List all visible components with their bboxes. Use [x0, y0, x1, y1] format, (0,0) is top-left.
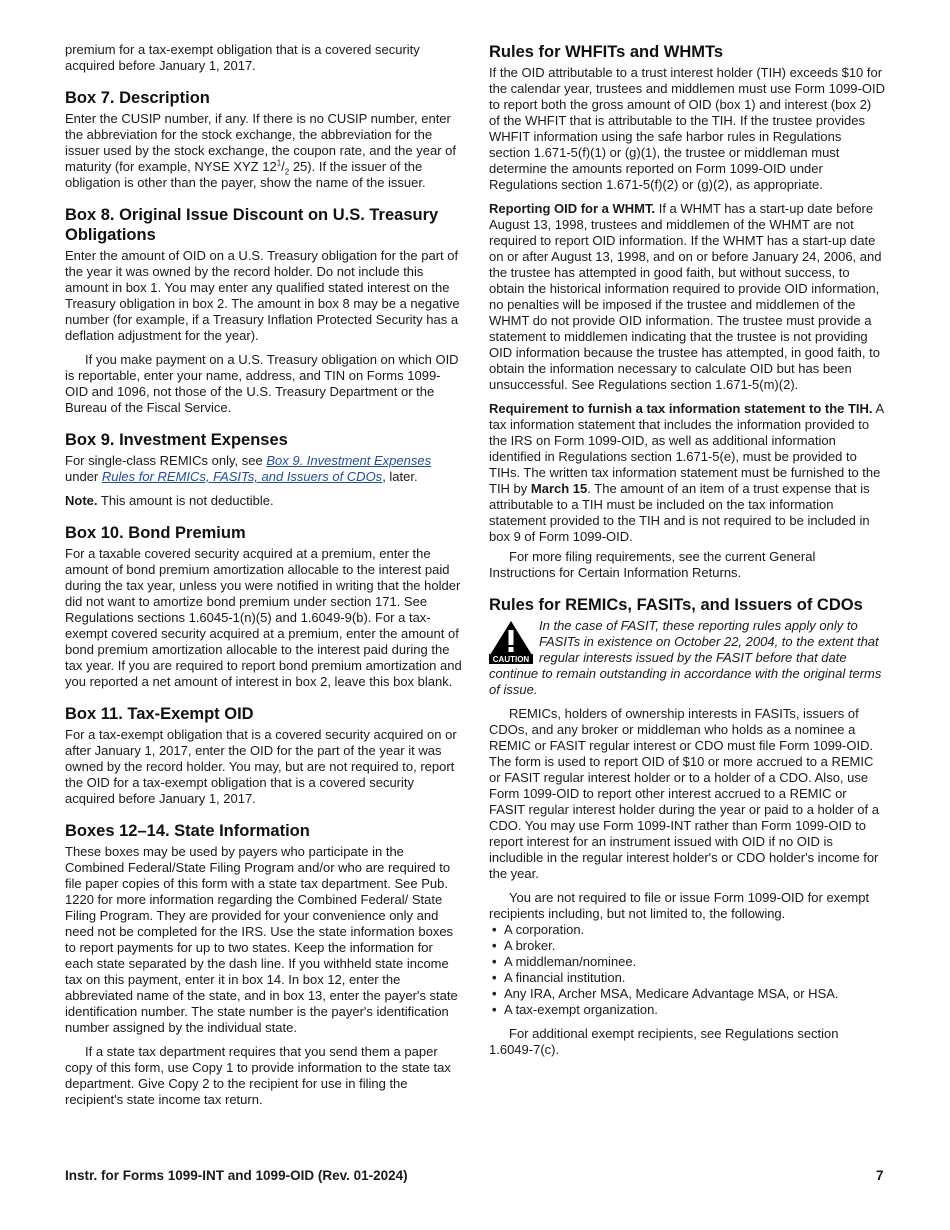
box9-note: Note. This amount is not deductible. [65, 493, 274, 508]
remic-heading: Rules for REMICs, FASITs, and Issuers of CDOs [489, 596, 863, 614]
box9-paragraph: For single-class REMICs only, see Box 9. Investment Expenses under Rules for REMICs, FASITs, and Issuers of CDOs, later. [65, 453, 432, 484]
box8-paragraph-2: If you make payment on a U.S. Treasury obligation on which OID is reportable, enter your name, address, and TIN on Forms 1099-OID and 1096, not those of the U.S. Treasury Department or the Bureau of the Fiscal Service. [65, 352, 459, 415]
box8-heading: Box 8. Original Issue Discount on U.S. Treasury Obligations [65, 206, 439, 244]
whfit-heading: Rules for WHFITs and WHMTs [489, 43, 724, 61]
whmt-paragraph: Reporting OID for a WHMT. If a WHMT has a start-up date before August 13, 1998, trustees and middlemen of the WHMT are not required to report OID information. If the WHMT has a start-up date on or after August 13, 1998, and on or before January 24, 2006, and the trustee has attempted in good faith, but without success, to obtain the historical information required to provide OID information, no penalties will be imposed if the trustee and middlemen of the WHMT do not provide OID information. The trustee must provide a statement to middlemen indicating that the trustee is not providing OID information because the trustee has attempted, in good faith, to obtain the information necessary to calculate OID but has been unsuccessful. See Regulations section 1.671-5(m)(2). [489, 201, 882, 392]
page-number: 7 [876, 1168, 884, 1183]
caution-text: In the case of FASIT, these reporting rules apply only to FASITs in existence on October 22, 2004, to the extent that regular interests issued by the FASIT before that date continue to remain outstanding in accordance with the original terms of issue. [489, 618, 882, 697]
box11-heading: Box 11. Tax-Exempt OID [65, 705, 254, 723]
list-item: • A tax-exempt organization. [489, 1002, 885, 1018]
box10-paragraph: For a taxable covered security acquired at a premium, enter the amount of bond premium amortization allocable to the interest paid during the tax year, unless you were notified in writing that the holder did not want to amortize bond premium under section 171. See Regulations sections 1.6045-1(n)(5) and 1.6049-9(b). For a tax-exempt covered security acquired at a premium, enter the amount of bond premium amortization allocable to the interest paid during the tax year. If you are required to report bond premium amortization and you reported a net amount of interest in box 2, leave this box blank. [65, 546, 462, 689]
remic-paragraph-1: REMICs, holders of ownership interests in FASITs, issuers of CDOs, and any broker or middleman who holds as a nominee a REMIC or FASIT regular interest or CDO must file Form 1099-OID. The form is used to report OID of $10 or more accrued to a REMIC or FASIT regular interest holder or to a holder of a CDO. Also, use Form 1099-OID to report other interest accrued to a REMIC or FASIT regular interest holder during the year or paid to a holder of a CDO. You may use Form 1099-INT rather than Form 1099-OID to report interest for an instrument issued with OID if no OID is includible in the regular interest holder's or CDO holder's income for the year. [489, 706, 879, 881]
list-item: • A corporation. [489, 922, 885, 938]
box7-heading: Box 7. Description [65, 89, 210, 107]
caution-note [489, 618, 885, 698]
right-column [489, 42, 885, 1066]
remic-paragraph-2: You are not required to file or issue Form 1099-OID for exempt recipients including, but not limited to, the following. [489, 890, 870, 921]
tih-statement-paragraph: Requirement to furnish a tax information statement to the TIH. A tax information statement that includes the information provided to the IRS on Form 1099-OID, as well as additional information identified in Regulations section 1.671-5(e), must be provided to TIHs. The written tax information statement must be furnished to the TIH by March 15. The amount of an item of a trust expense that is attributable to a TIH must be included on the tax information statement provided to the TIH and is not required to be included in box 9 of Form 1099-OID. [489, 401, 884, 544]
whfit-paragraph: If the OID attributable to a trust interest holder (TIH) exceeds $10 for the calendar year, trustees and middlemen must use Form 1099-OID to report both the gross amount of OID (box 1) and interest (box 2) of the WHFIT that is attributable to the TIH. If the trustee provides WHFIT information using the safe harbor rules in Regulations section 1.671-5(f)(1) or (g)(1), the trustee or middleman must determine the amounts reported on Form 1099-OID under Regulations section 1.671-5(f)(2) or (g)(2), as appropriate. [489, 65, 885, 192]
box12-14-paragraph-1: These boxes may be used by payers who participate in the Combined Federal/State Filing Program and/or who are required to file paper copies of this form with a state tax department. See Pub. 1220 for more information regarding the Combined Federal/ State Filing Program. They are provided for your convenience only and need not be completed for the IRS. Use the state information boxes to report payments for up to two states. Keep the information for each state separated by the dash line. If you withheld state income tax on this payment, enter it in box 14. In box 12, enter the abbreviated name of the state, and in box 13, enter the payer's state identification number. The state number is the payer's identification number assigned by the individual state. [65, 844, 458, 1035]
box11-paragraph: For a tax-exempt obligation that is a covered security acquired on or after January 1, 2017, enter the OID for the part of the year it was owned by the record holder. You may, but are not required to, report the OID for a tax-exempt obligation that is a covered security acquired before January 1, 2017. [65, 727, 457, 806]
box12-14-paragraph-2: If a state tax department requires that you send them a paper copy of this form, use Copy 1 to provide information to the state tax department. Give Copy 2 to the recipient for use in filing the recipient's state income tax return. [65, 1044, 451, 1107]
box12-14-heading: Boxes 12–14. State Information [65, 822, 310, 840]
list-item: • A financial institution. [489, 970, 885, 986]
list-item: • A middleman/nominee. [489, 954, 885, 970]
caution-icon [489, 620, 533, 664]
box10-heading: Box 10. Bond Premium [65, 524, 246, 542]
more-filing-paragraph: For more filing requirements, see the current General Instructions for Certain Information Returns. [489, 549, 816, 580]
caution-label: CAUTION [492, 655, 530, 664]
list-item: • A broker. [489, 938, 885, 954]
exempt-recipients-list [489, 922, 885, 1018]
left-column [65, 42, 463, 1116]
continued-paragraph: premium for a tax-exempt obligation that is a covered security acquired before January 1, 2017. [65, 42, 420, 73]
remic-rules-link[interactable]: Rules for REMICs, FASITs, and Issuers of CDOs [101, 469, 383, 484]
box9-investment-expenses-link[interactable]: Box 9. Investment Expenses [266, 453, 432, 468]
remic-paragraph-3: For additional exempt recipients, see Regulations section 1.6049-7(c). [489, 1026, 839, 1057]
box9-heading: Box 9. Investment Expenses [65, 431, 288, 449]
box7-paragraph: Enter the CUSIP number, if any. If there is no CUSIP number, enter the abbreviation for the stock exchange, the abbreviation for the issuer used by the stock exchange, the coupon rate, and the year of maturity (for example, NYSE XYZ $12^1/_2$ 25). If the issuer of the obligation is other than the payer, show the name of the issuer. [65, 111, 456, 190]
list-item: • Any IRA, Archer MSA, Medicare Advantage MSA, or HSA. [489, 986, 885, 1002]
box8-paragraph-1: Enter the amount of OID on a U.S. Treasury obligation for the part of the year it was owned by the record holder. Do not include this amount in box 1. You may enter any qualified stated interest on the Treasury obligation in box 2. The amount in box 8 may be a negative number (for example, if a Treasury Inflation Protected Security has a deflation adjustment for the year). [65, 248, 460, 343]
footer-title: Instr. for Forms 1099-INT and 1099-OID (Rev. 01-2024) [65, 1168, 408, 1183]
